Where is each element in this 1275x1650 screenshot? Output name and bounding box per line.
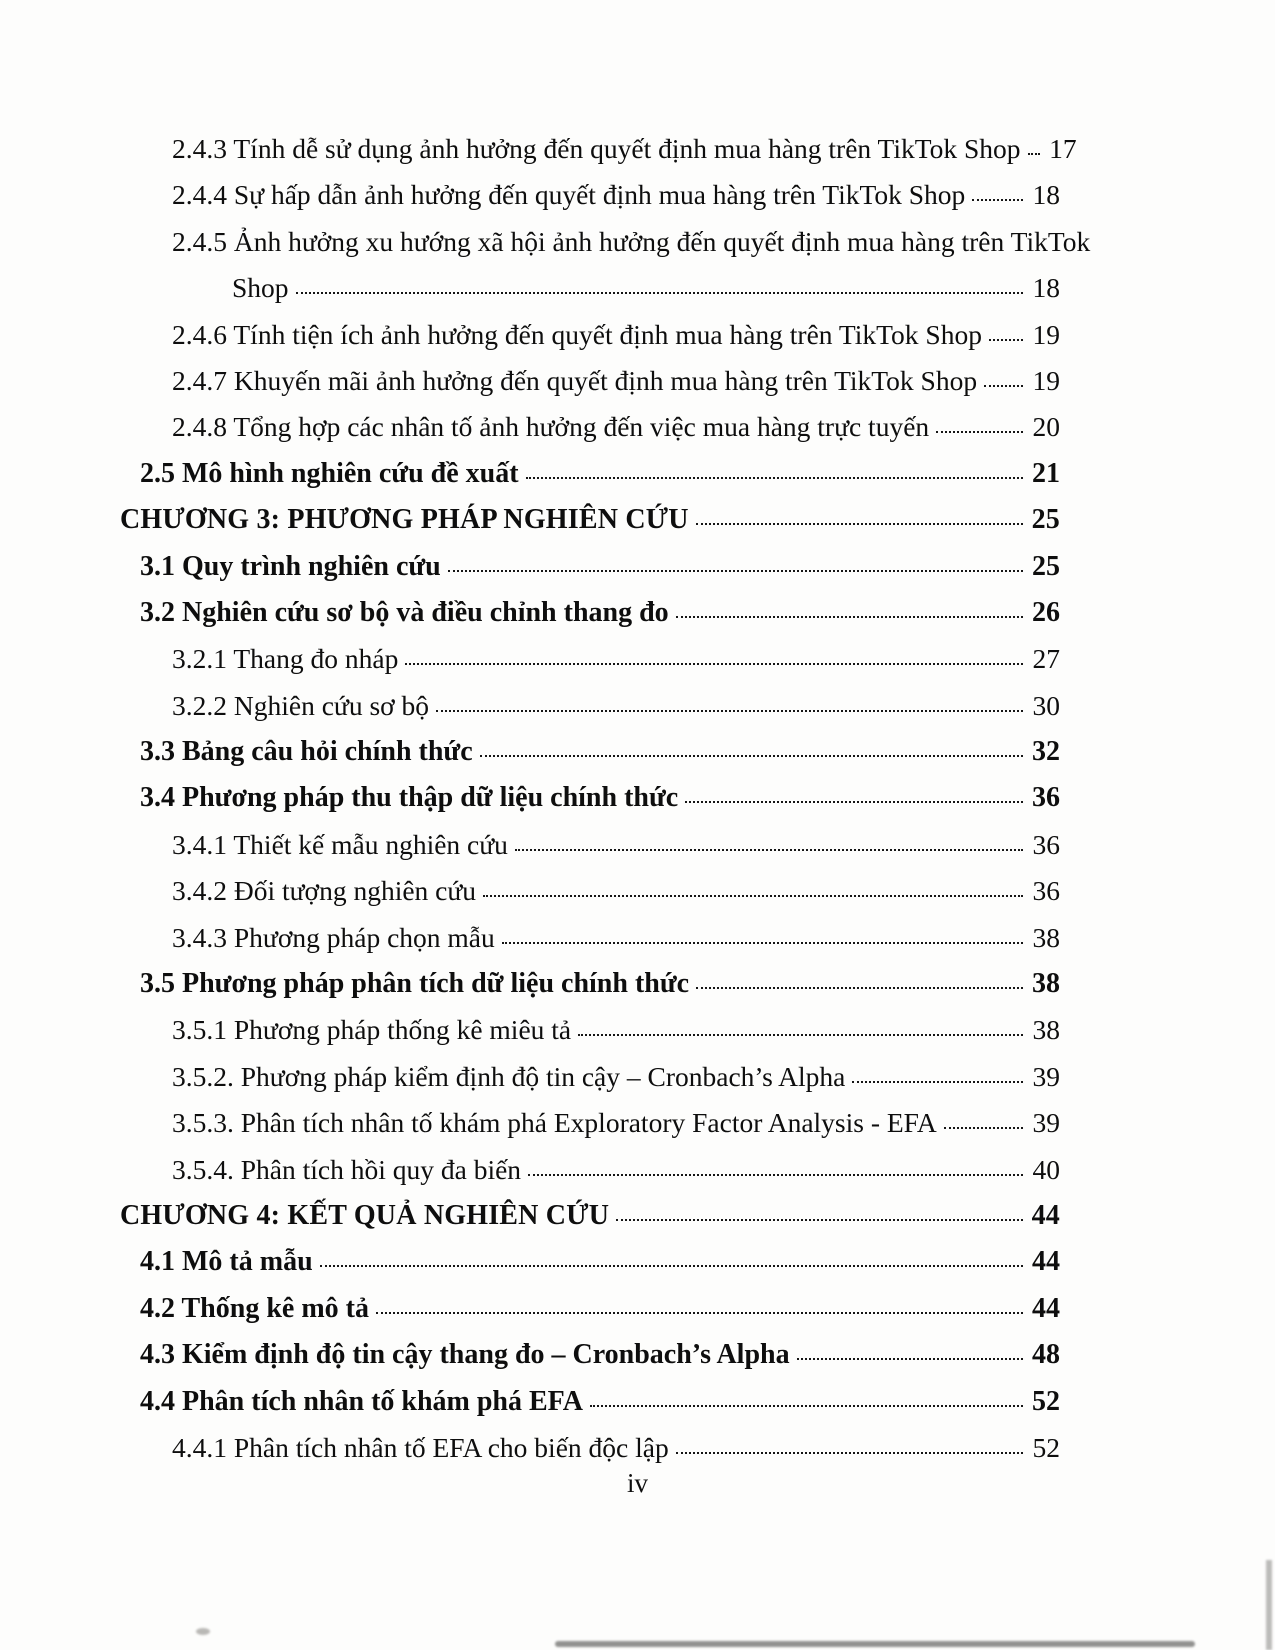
dot-leader xyxy=(436,710,1023,712)
scan-artifact-bottom xyxy=(555,1641,1195,1647)
toc-entry xyxy=(140,729,1060,775)
toc-entry xyxy=(172,1100,1060,1146)
toc-entry xyxy=(172,822,1060,868)
toc-entry-text: 4.1 Mô tả mẫu xyxy=(140,1246,313,1278)
toc-entry-text: 2.4.3 Tính dễ sử dụng ảnh hưởng đến quyết định mua hàng trên TikTok Shop xyxy=(172,133,1021,164)
toc-page-number: 39 xyxy=(1032,1060,1060,1092)
dot-leader xyxy=(989,339,1023,341)
dot-leader xyxy=(296,292,1023,294)
dot-leader xyxy=(448,570,1023,572)
toc-entry xyxy=(140,1332,1060,1378)
toc-entry xyxy=(140,451,1060,497)
toc-entry-text: 4.2 Thống kê mô tả xyxy=(140,1292,369,1324)
toc-page-number: 20 xyxy=(1032,411,1060,443)
toc-page-number: 36 xyxy=(1032,782,1060,814)
toc-entry-text: 3.5 Phương pháp phân tích dữ liệu chính thức xyxy=(140,968,690,1000)
toc-entry xyxy=(172,868,1060,914)
toc-entry-text: 3.2.2 Nghiên cứu sơ bộ xyxy=(172,689,430,721)
toc-page-number: 27 xyxy=(1032,643,1060,675)
toc-page-number: 18 xyxy=(1032,179,1060,211)
toc-entry xyxy=(172,683,1060,729)
toc-entry-text: 2.4.6 Tính tiện ích ảnh hưởng đến quyết định mua hàng trên TikTok Shop xyxy=(172,318,982,350)
toc-entry xyxy=(140,961,1060,1007)
scan-artifact-dot xyxy=(196,1628,210,1635)
toc-page-number: 32 xyxy=(1032,736,1060,768)
toc-page-number: 25 xyxy=(1031,504,1060,536)
toc-page-number: 25 xyxy=(1032,550,1060,582)
toc-entry xyxy=(172,219,1091,265)
toc-entry xyxy=(140,1286,1060,1332)
toc-page-number: 39 xyxy=(1032,1107,1060,1139)
toc-list xyxy=(120,126,1091,1471)
toc-entry xyxy=(172,1147,1060,1193)
dot-leader xyxy=(405,663,1023,665)
toc-entry xyxy=(172,172,1060,218)
toc-entry xyxy=(120,497,1060,543)
toc-page-number: 40 xyxy=(1032,1153,1060,1185)
dot-leader xyxy=(515,849,1023,851)
toc-page-number: 18 xyxy=(1032,272,1060,304)
toc-entry-text: 4.4 Phân tích nhân tố khám phá EFA xyxy=(140,1385,583,1417)
toc-entry-text: 2.4.7 Khuyến mãi ảnh hưởng đến quyết định mua hàng trên TikTok Shop xyxy=(172,364,978,396)
toc-entry-text: 3.4.3 Phương pháp chọn mẫu xyxy=(172,921,495,953)
dot-leader xyxy=(676,1452,1023,1454)
toc-entry xyxy=(172,358,1060,404)
dot-leader xyxy=(676,616,1023,618)
dot-leader xyxy=(526,477,1023,479)
toc-entry xyxy=(140,1239,1060,1285)
toc-entry-text: 3.2.1 Thang đo nháp xyxy=(172,643,399,675)
toc-entry xyxy=(140,775,1060,821)
dot-leader xyxy=(936,431,1023,433)
toc-entry-text: 2.4.5 Ảnh hưởng xu hướng xã hội ảnh hưởng đến quyết định mua hàng trên TikTok xyxy=(172,225,1091,257)
dot-leader xyxy=(984,385,1023,387)
toc-entry xyxy=(232,265,1060,311)
toc-entry-text: 3.2 Nghiên cứu sơ bộ và điều chỉnh thang đo xyxy=(140,596,669,628)
scan-artifact-right-edge xyxy=(1266,1560,1272,1650)
dot-leader xyxy=(590,1405,1023,1407)
toc-page-number: 36 xyxy=(1032,875,1060,907)
toc-entry-text: 2.4.8 Tổng hợp các nhân tố ảnh hưởng đến việc mua hàng trực tuyến xyxy=(172,411,930,443)
toc-entry xyxy=(172,126,1077,172)
dot-leader xyxy=(944,1127,1023,1129)
toc-entry-text: 3.1 Quy trình nghiên cứu xyxy=(140,550,441,582)
page-number-footer: iv xyxy=(626,1468,648,1498)
dot-leader xyxy=(483,895,1023,897)
toc-entry-text: 3.5.3. Phân tích nhân tố khám phá Exploratory Factor Analysis - EFA xyxy=(172,1107,937,1139)
toc-entry xyxy=(172,404,1060,450)
dot-leader xyxy=(696,523,1023,525)
dot-leader xyxy=(852,1081,1023,1083)
toc-page-number: 17 xyxy=(1049,133,1077,164)
toc-page-number: 44 xyxy=(1031,1199,1060,1231)
toc-entry-text: 3.5.2. Phương pháp kiểm định độ tin cậy – Cronbach’s Alpha xyxy=(172,1060,846,1092)
toc-entry-text: 3.5.4. Phân tích hồi quy đa biến xyxy=(172,1153,522,1185)
toc-page-number: 38 xyxy=(1032,921,1060,953)
toc-entry xyxy=(120,1193,1060,1239)
toc-entry xyxy=(172,915,1060,961)
toc-page-number: 30 xyxy=(1032,689,1060,721)
toc-page-number: 19 xyxy=(1032,318,1060,350)
toc-page-number: 52 xyxy=(1032,1385,1060,1417)
dot-leader xyxy=(1028,153,1040,155)
toc-entry-text: 3.5.1 Phương pháp thống kê miêu tả xyxy=(172,1014,572,1046)
toc-entry xyxy=(172,312,1060,358)
toc-entry-text: 3.4 Phương pháp thu thập dữ liệu chính thức xyxy=(140,782,679,814)
toc-entry-text: CHƯƠNG 3: PHƯƠNG PHÁP NGHIÊN CỨU xyxy=(120,504,689,536)
toc-page-number: 44 xyxy=(1032,1292,1060,1324)
dot-leader xyxy=(797,1358,1023,1360)
toc-entry-text: 2.5 Mô hình nghiên cứu đề xuất xyxy=(140,457,519,489)
toc-page-number: 48 xyxy=(1032,1339,1060,1371)
toc-page-number: 52 xyxy=(1032,1431,1060,1463)
dot-leader xyxy=(685,801,1023,803)
toc-page-number: 26 xyxy=(1032,596,1060,628)
dot-leader xyxy=(480,755,1023,757)
toc-entry xyxy=(140,590,1060,636)
dot-leader xyxy=(616,1219,1023,1221)
dot-leader xyxy=(578,1034,1023,1036)
toc-page-number: 36 xyxy=(1032,828,1060,860)
dot-leader xyxy=(972,199,1023,201)
toc-page-number: 19 xyxy=(1032,364,1060,396)
dot-leader xyxy=(528,1174,1023,1176)
dot-leader xyxy=(696,987,1023,989)
dot-leader xyxy=(502,942,1023,944)
toc-page-number: 38 xyxy=(1032,968,1060,1000)
toc-page-number: 38 xyxy=(1032,1014,1060,1046)
toc-entry-text: 4.3 Kiểm định độ tin cậy thang đo – Cronbach’s Alpha xyxy=(140,1339,790,1371)
toc-page-number: 44 xyxy=(1032,1246,1060,1278)
toc-entry-text: 3.4.2 Đối tượng nghiên cứu xyxy=(172,875,477,907)
dot-leader xyxy=(376,1312,1023,1314)
dot-leader xyxy=(320,1265,1023,1267)
toc-entry-text: 3.3 Bảng câu hỏi chính thức xyxy=(140,736,473,768)
toc-entry-text: 3.4.1 Thiết kế mẫu nghiên cứu xyxy=(172,828,508,860)
toc-entry xyxy=(172,1425,1060,1471)
toc-entry xyxy=(140,544,1060,590)
toc-entry xyxy=(172,1007,1060,1053)
toc-entry xyxy=(140,1379,1060,1425)
toc-entry xyxy=(172,1054,1060,1100)
toc-page-number: 21 xyxy=(1032,457,1060,489)
toc-entry-text: 4.4.1 Phân tích nhân tố EFA cho biến độc lập xyxy=(172,1431,669,1463)
toc-entry-text: CHƯƠNG 4: KẾT QUẢ NGHIÊN CỨU xyxy=(120,1199,610,1231)
toc-entry xyxy=(172,636,1060,682)
toc-entry-text: 2.4.4 Sự hấp dẫn ảnh hưởng đến quyết định mua hàng trên TikTok Shop xyxy=(172,179,966,211)
toc-entry-text: Shop xyxy=(232,272,289,304)
